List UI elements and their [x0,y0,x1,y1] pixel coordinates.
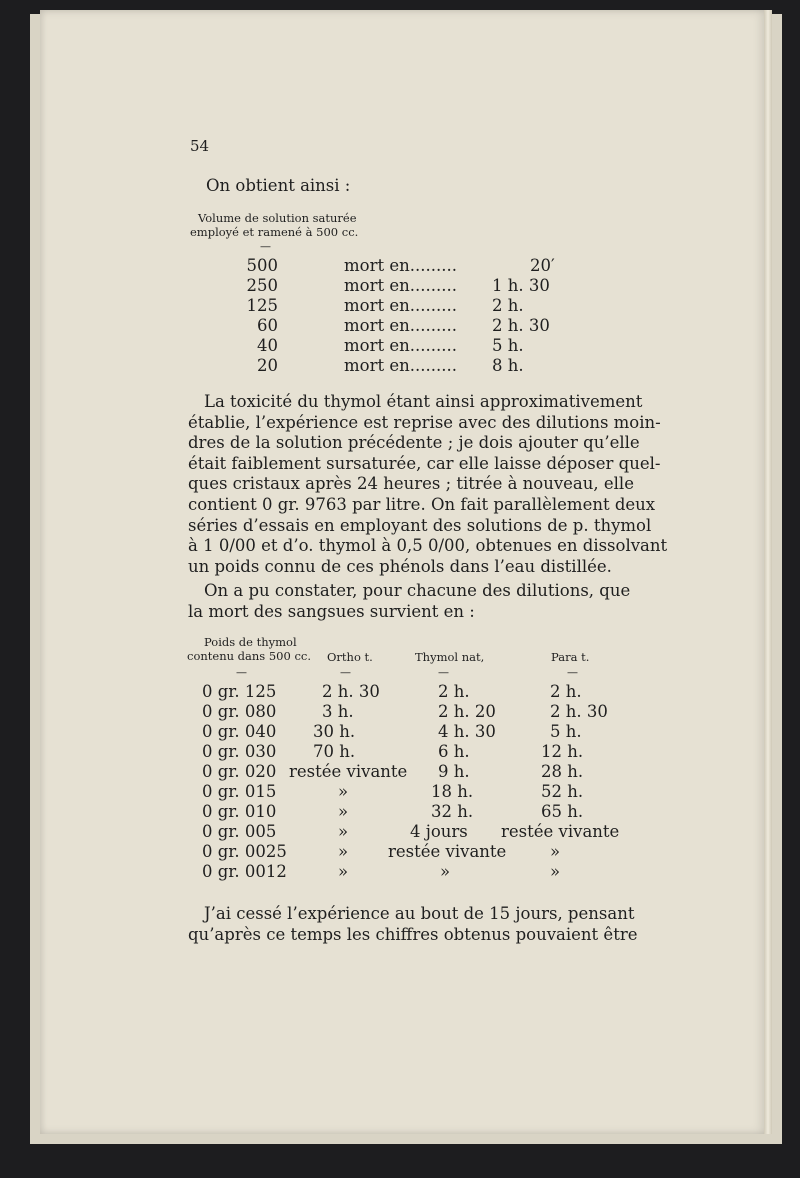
table1-label: mort en......... [344,296,457,315]
table2-para: restée vivante [501,822,620,841]
table1-time: 20′ [530,256,555,275]
paragraph-line: qu’après ce temps les chiffres obtenus pouvaient être [188,924,638,944]
table2-header-weight-line1: Poids de thymol [204,635,297,649]
table2-thymol: 9 h. [438,762,470,781]
table1-header-line1: Volume de solution saturée [198,211,357,225]
table2-ortho: 70 h. [313,742,356,761]
table2-ortho: 2 h. 30 [322,682,380,701]
paragraph-1 [188,392,668,577]
table2-ortho: 30 h. [313,722,356,741]
table2-ortho: » [338,862,349,881]
table2-header-ortho: Ortho t. [327,650,373,664]
table2-header-weight-line2: contenu dans 500 cc. [187,649,311,663]
table2-weight: 0 gr. 040 [202,722,277,741]
paragraph-line: contient 0 gr. 9763 par litre. On fait parallèlement deux [188,494,656,514]
table2-thymol: 6 h. [438,742,470,761]
table1-label: mort en......... [344,316,457,335]
table2-para: 65 h. [541,802,584,821]
page-number: 54 [190,137,210,155]
table2-para: 2 h. [550,682,582,701]
paragraph-line: J’ai cessé l’expérience au bout de 15 jours, pensant [204,904,635,923]
table2-ortho: » [338,822,349,841]
table2-weight: 0 gr. 0012 [202,862,287,881]
paragraph-line: établie, l’expérience est reprise avec des dilutions moin- [188,412,661,432]
table2-weight: 0 gr. 005 [202,822,277,841]
table1-volume: 250 [246,276,278,295]
table2-dash-para: — [567,666,578,679]
table1-header-dash: — [260,240,271,253]
paragraph-line: ques cristaux après 24 heures ; titrée à nouveau, elle [188,474,634,494]
paragraph-3 [188,904,638,945]
table2-ortho: » [338,842,349,861]
intro-text: On obtient ainsi : [206,176,351,195]
table2-header-para: Para t. [551,650,590,664]
table2-weight: 0 gr. 125 [202,682,277,701]
table2-para: » [550,862,561,881]
paragraph-2 [188,581,631,622]
table1-label: mort en......... [344,336,457,355]
table1-volume: 60 [257,316,278,335]
table1-time: 8 h. [492,356,524,375]
table1-time: 2 h. 30 [492,316,550,335]
table2-ortho: » [338,802,349,821]
table2-weight: 0 gr. 0025 [202,842,287,861]
table1-label: mort en......... [344,356,457,375]
table2-thymol: 32 h. [431,802,474,821]
table1-header-line2: employé et ramené à 500 cc. [190,225,359,239]
table2-thymol: 4 jours [410,822,468,841]
table2-weight: 0 gr. 030 [202,742,277,761]
table2-thymol: 2 h. [438,682,470,701]
table2-thymol: 18 h. [431,782,474,801]
table1-time: 5 h. [492,336,524,355]
table2-header-thymol: Thymol nat, [415,650,485,664]
paragraph-line: était faiblement sursaturée, car elle laisse déposer quel- [188,453,661,473]
table2-para: » [550,842,561,861]
book-spine [764,10,772,1134]
paragraph-line: à 1 0/00 et d’o. thymol à 0,5 0/00, obtenues en dissolvant [188,536,668,556]
table2-weight: 0 gr. 020 [202,762,277,781]
table1-label: mort en......... [344,256,457,275]
table2-para: 28 h. [541,762,584,781]
table2-dash-weight: — [236,666,247,679]
paragraph-line: un poids connu de ces phénols dans l’eau distillée. [188,556,612,576]
paragraph-line: La toxicité du thymol étant ainsi approximativement [204,392,643,411]
table2-thymol: 2 h. 20 [438,702,496,721]
table1-volume: 40 [257,336,278,355]
table1-time: 2 h. [492,296,524,315]
table2-thymol: » [440,862,451,881]
table1-time: 1 h. 30 [492,276,550,295]
table1-volume: 125 [246,296,278,315]
paragraph-line: la mort des sangsues survient en : [188,601,475,621]
table2-ortho: » [338,782,349,801]
paragraph-line: séries d’essais en employant des solutions de p. thymol [188,515,652,535]
table2-weight: 0 gr. 010 [202,802,277,821]
table2-dash-ortho: — [340,666,351,679]
table2-ortho: restée vivante [289,762,408,781]
table2-weight: 0 gr. 015 [202,782,277,801]
paragraph-line: On a pu constater, pour chacune des dilutions, que [204,581,631,600]
table2-thymol: restée vivante [388,842,507,861]
table2-dash-thymol: — [438,666,449,679]
table1-volume: 20 [257,356,278,375]
table2-para: 12 h. [541,742,584,761]
table1-volume: 500 [246,256,278,275]
table2-para: 52 h. [541,782,584,801]
paragraph-line: dres de la solution précédente ; je dois ajouter qu’elle [188,433,640,453]
table2-para: 5 h. [550,722,582,741]
table2-para: 2 h. 30 [550,702,608,721]
table2-weight: 0 gr. 080 [202,702,277,721]
table2-thymol: 4 h. 30 [438,722,496,741]
table2-ortho: 3 h. [322,702,354,721]
table1-label: mort en......... [344,276,457,295]
